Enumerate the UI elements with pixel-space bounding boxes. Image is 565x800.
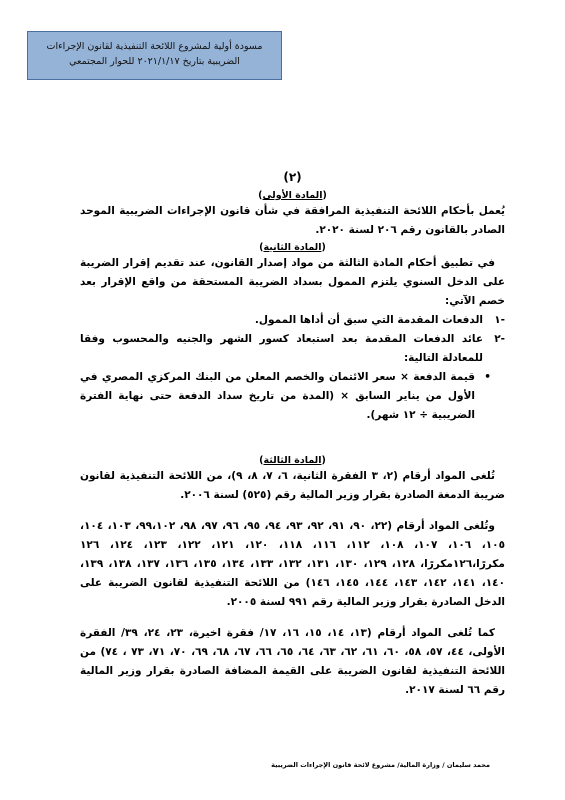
article-3-paragraph-2: وتُلغى المواد أرقام (٢٢، ٩٠، ٩١، ٩٢، ٩٣، ٩٤، ٩٥، ٩٦، ٩٧، ٩٨، ٩٩،١٠٢، ١٠٣، ١٠٤، ١٠٥، ١٠٦، ١٠٧، ١٠٨، ١١٢، ١١٦، ١١٨، ١٢٠، ١٢١، ١٢٢، ١٢٣، ١٢٤، ١٢٦ مكررًا،١٢٦مكررًا، ١٢٨، ١٢٩، ١٣٠، ١٣١، ١٣٢، ١٣٣، ١٣٤، ١٣٥، ١٣٦، ١٣٧، ١٣٨، ١٣٩، ١٤٠، ١٤١، ١٤٢، ١٤٣، ١٤٤، ١٤٥، ١٤٦) من اللائحة التنفيذية لقانون الضريبة على الدخل الصادرة بقرار وزير المالية رقم ٩٩١ لسنة ٢٠٠٥. (80, 520, 505, 608)
article-3-paragraph-1: تُلغى المواد أرقام (٢، ٣ الفقرة الثانية، ٦، ٧، ٨، ٩)، من اللائحة التنفيذية لقانون ضريبة الدمغة الصادرة بقرار وزير المالية رقم (٥٢٥) لسنة ٢٠٠٦. (80, 470, 505, 501)
draft-stamp (27, 31, 282, 80)
list-item-text: عائد الدفعات المقدمة بعد استبعاد كسور الشهر والجنيه والمحسوب وفقا للمعادلة التالية: (80, 333, 483, 364)
page-number: (٢) (283, 170, 302, 184)
article-2-intro: في تطبيق أحكام المادة الثالثة من مواد إصدار القانون، عند تقديم إقرار الضريبة على الدخل السنوي يلتزم الممول بسداد الضريبة المستحقة من واقع الإقرار بعد خصم الآتي: (80, 257, 505, 307)
article-3-title-text: المادة الثالثة (263, 455, 322, 466)
stamp-line-1: مسودة أولية لمشروع اللائحة التنفيذية لقانون الإجراءات (46, 41, 263, 52)
formula-bullet (80, 368, 505, 425)
page-footer: محمد سليمان / وزارة المالية/ مشروع لائحة قانون الإجراءات الضريبية (271, 761, 490, 769)
article-2-list (80, 311, 505, 425)
article-1-title: (المادة الأولى) (258, 190, 327, 201)
article-3-title: (المادة الثالثة) (259, 455, 326, 466)
article-3-paragraph-3: كما تُلغى المواد أرقام (١٣، ١٤، ١٥، ١٦، ١٧/ فقرة اخيرة، ٢٣، ٢٤، ٣٩/ الفقرة الأولى، ٤٤، ٥٧، ٥٨، ٦٠، ٦١، ٦٢، ٦٣، ٦٤، ٦٥، ٦٦، ٦٧، ٦٨، ٦٩، ٧٠، ٧١، ٧٣ ، ٧٤) من اللائحة التنفيذية لقانون الضريبة على القيمة المضافة الصادرة بقرار وزير المالية رقم ٦٦ لسنة ٢٠١٧. (80, 627, 505, 696)
formula-text: قيمة الدفعة × سعر الائتمان والخصم المعلن من البنك المركزي المصري في الأول من يناير السابق × (المدة من تاريخ سداد الدفعة حتى نهاية الفترة الضريبية ÷ ١٢ شهر). (80, 371, 475, 421)
article-1-title-text: المادة الأولى (262, 190, 323, 201)
article-1-text: يُعمل بأحكام اللائحة التنفيذية المرافقة في شأن قانون الإجراءات الضريبية الموحد الصادر بالقانون رقم ٢٠٦ لسنة ٢٠٢٠. (80, 205, 505, 236)
article-2-title: (المادة الثانية) (259, 242, 326, 253)
list-item-number: -٢ (494, 333, 505, 345)
list-item (80, 311, 505, 330)
list-item-number: -١ (494, 314, 505, 326)
article-2-title-text: المادة الثانية (263, 242, 322, 253)
stamp-line-2: الضريبية بتاريخ ٢٠٢١/١/١٧ للحوار المجتمعي (69, 56, 240, 67)
bullet-icon: • (484, 371, 491, 383)
list-item-text: الدفعات المقدمة التي سبق أن أداها الممول. (254, 314, 483, 326)
list-item (80, 330, 505, 368)
document-body (80, 170, 505, 700)
